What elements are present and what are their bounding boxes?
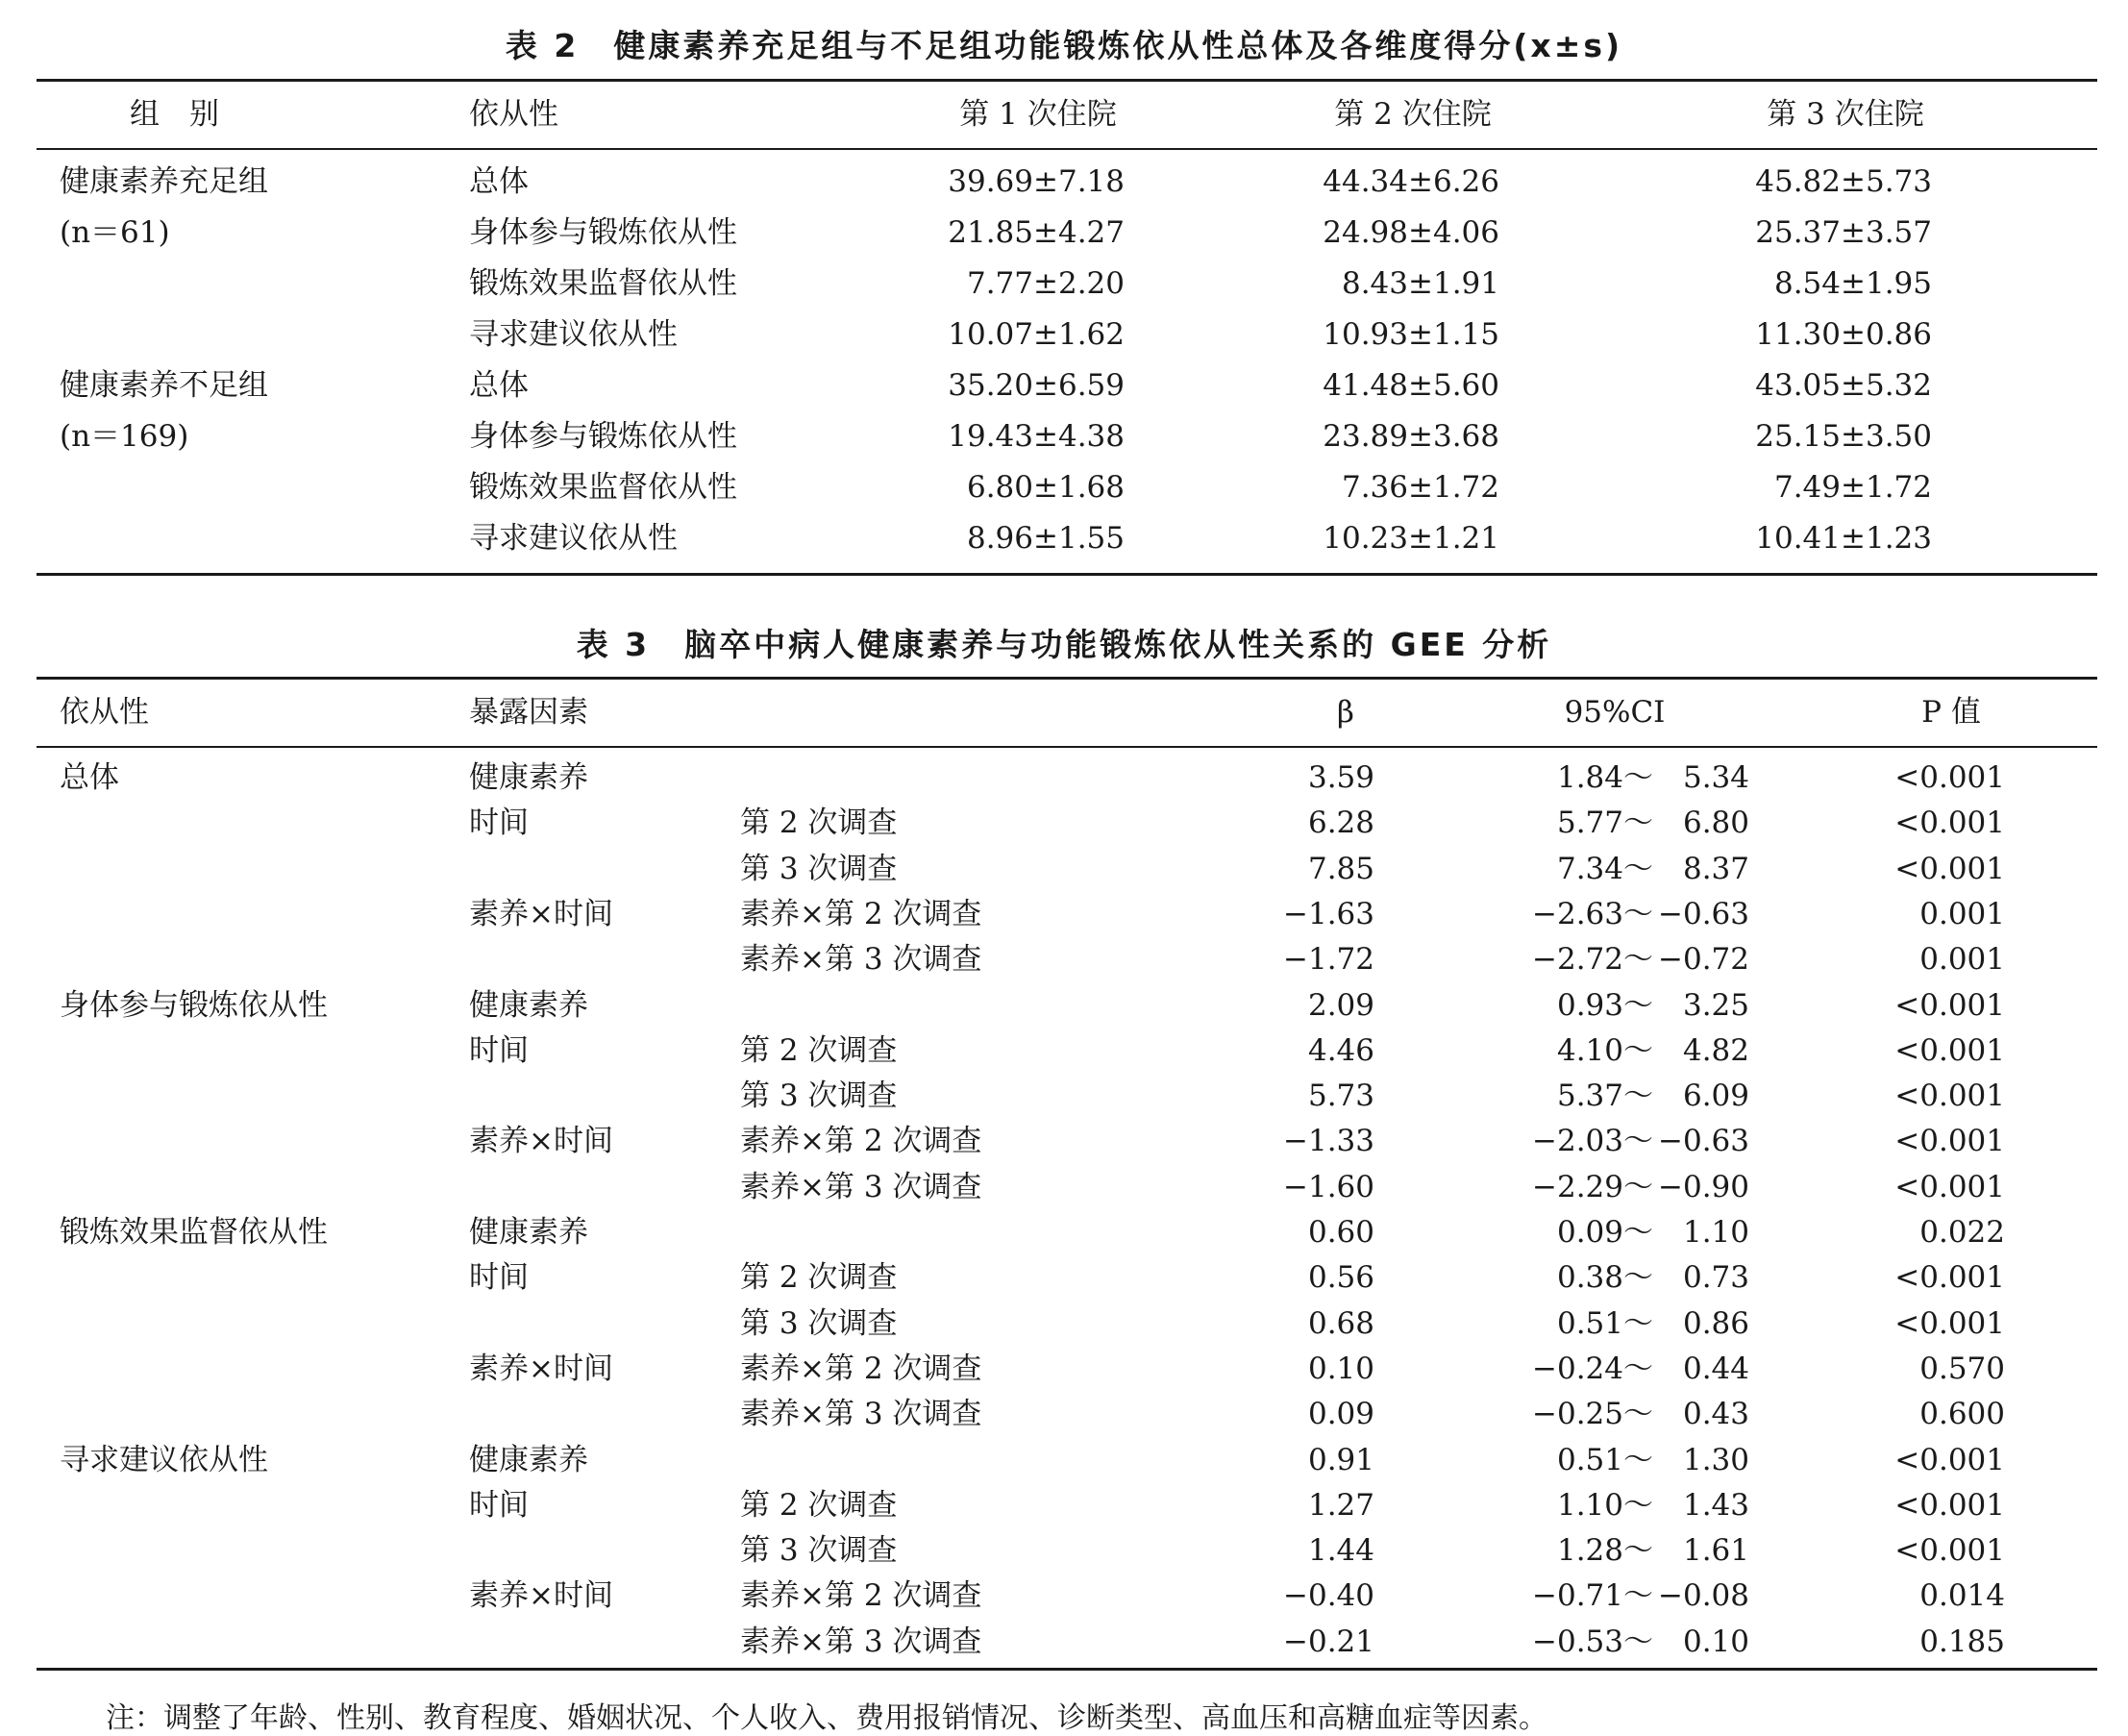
ci-low-cell: 0.51～ [1556,1306,1653,1341]
outcome-cell: 总体 [60,760,119,795]
ci-low-cell: 5.77～ [1556,806,1653,840]
visit-1-cell: 35.20±6.59 [948,368,1125,403]
ci-low-cell: 7.34～ [1556,852,1653,886]
ci-low-cell: 1.28～ [1556,1533,1653,1568]
ci-low-cell: −0.25～ [1532,1397,1653,1431]
p-value-cell: <0.001 [1894,1033,2005,1068]
ci-high-cell: 1.61 [1682,1533,1749,1568]
ci-high-cell: −0.63 [1658,897,1749,931]
p-value-cell: <0.001 [1894,852,2005,886]
p-value-cell: 0.600 [1919,1397,2005,1431]
beta-cell: 3.59 [1307,760,1374,795]
visit-1-cell: 39.69±7.18 [948,164,1125,199]
visit-2-cell: 8.43±1.91 [1341,266,1499,301]
ci-low-cell: −2.03～ [1532,1124,1653,1158]
ci-low-cell: −0.24～ [1532,1352,1653,1386]
p-value-cell: <0.001 [1894,806,2005,840]
factor-cell: 健康素养 [469,760,588,795]
subfactor-cell: 素养×第 3 次调查 [740,942,982,977]
header-factor: 暴露因素 [469,695,588,730]
group-name: 健康素养充足组 [60,164,268,199]
factor-cell: 素养×时间 [469,1352,613,1386]
table2-top-rule [37,79,2097,82]
ci-low-cell: 0.09～ [1556,1215,1653,1250]
subfactor-cell: 素养×第 2 次调查 [740,1124,982,1158]
ci-high-cell: 6.09 [1682,1079,1749,1113]
p-value-cell: 0.022 [1919,1215,2005,1250]
ci-high-cell: 0.43 [1682,1397,1749,1431]
beta-cell: −1.33 [1283,1124,1374,1158]
p-value-cell: 0.185 [1919,1624,2005,1659]
beta-cell: −0.40 [1283,1578,1374,1613]
visit-2-cell: 44.34±6.26 [1323,164,1499,199]
ci-high-cell: −0.90 [1658,1170,1749,1204]
dimension-cell: 身体参与锻炼依从性 [469,215,737,250]
visit-1-cell: 8.96±1.55 [966,521,1125,556]
ci-high-cell: 1.30 [1682,1443,1749,1477]
header-p: P 值 [1921,695,1981,730]
header-beta: β [1337,695,1354,730]
dimension-cell: 锻炼效果监督依从性 [469,470,737,505]
ci-high-cell: 0.86 [1682,1306,1749,1341]
table3-header-rule [37,746,2097,748]
dimension-cell: 身体参与锻炼依从性 [469,419,737,454]
visit-3-cell: 11.30±0.86 [1755,317,1932,352]
group-name: 健康素养不足组 [60,368,268,403]
beta-cell: 0.68 [1307,1306,1374,1341]
table2-caption: 表 2 健康素养充足组与不足组功能锻炼依从性总体及各维度得分(x±s) [505,27,1623,64]
table3-caption: 表 3 脑卒中病人健康素养与功能锻炼依从性关系的 GEE 分析 [576,626,1552,663]
table2-header-rule [37,148,2097,150]
p-value-cell: <0.001 [1894,760,2005,795]
visit-2-cell: 41.48±5.60 [1323,368,1499,403]
dimension-cell: 总体 [469,164,529,199]
factor-cell: 素养×时间 [469,1124,613,1158]
p-value-cell: <0.001 [1894,1260,2005,1295]
ci-high-cell: 0.10 [1682,1624,1749,1659]
p-value-cell: 0.014 [1919,1578,2005,1613]
subfactor-cell: 素养×第 2 次调查 [740,1352,982,1386]
dimension-cell: 寻求建议依从性 [469,317,678,352]
ci-high-cell: −0.63 [1658,1124,1749,1158]
group-n: (n＝169) [60,419,189,454]
p-value-cell: <0.001 [1894,1306,2005,1341]
outcome-cell: 锻炼效果监督依从性 [60,1215,328,1250]
header-outcome: 依从性 [60,695,149,730]
factor-cell: 时间 [469,1260,529,1295]
p-value-cell: <0.001 [1894,1170,2005,1204]
beta-cell: 0.09 [1307,1397,1374,1431]
visit-3-cell: 10.41±1.23 [1755,521,1932,556]
subfactor-cell: 第 2 次调查 [740,1033,898,1068]
beta-cell: −1.60 [1283,1170,1374,1204]
beta-cell: 4.46 [1307,1033,1374,1068]
subfactor-cell: 素养×第 2 次调查 [740,897,982,931]
subfactor-cell: 第 2 次调查 [740,806,898,840]
visit-2-cell: 23.89±3.68 [1323,419,1499,454]
factor-cell: 时间 [469,806,529,840]
beta-cell: 2.09 [1307,988,1374,1023]
beta-cell: 5.73 [1307,1079,1374,1113]
visit-2-cell: 7.36±1.72 [1341,470,1499,505]
subfactor-cell: 素养×第 3 次调查 [740,1624,982,1659]
visit-3-cell: 25.37±3.57 [1755,215,1932,250]
dimension-cell: 寻求建议依从性 [469,521,678,556]
beta-cell: 1.44 [1307,1533,1374,1568]
visit-1-cell: 6.80±1.68 [966,470,1125,505]
visit-1-cell: 7.77±2.20 [966,266,1125,301]
ci-high-cell: 3.25 [1682,988,1749,1023]
visit-2-cell: 10.93±1.15 [1323,317,1499,352]
p-value-cell: <0.001 [1894,1443,2005,1477]
visit-2-cell: 10.23±1.21 [1323,521,1499,556]
subfactor-cell: 第 3 次调查 [740,1533,898,1568]
header-visit-1: 第 1 次住院 [959,97,1117,132]
ci-low-cell: 0.93～ [1556,988,1653,1023]
factor-cell: 健康素养 [469,988,588,1023]
ci-high-cell: 8.37 [1682,852,1749,886]
ci-high-cell: 1.43 [1682,1488,1749,1523]
table3-note: 注：调整了年龄、性别、教育程度、婚姻状况、个人收入、费用报销情况、诊断类型、高血压和高糖血症等因素。 [106,1701,1547,1735]
p-value-cell: <0.001 [1894,1124,2005,1158]
beta-cell: 7.85 [1307,852,1374,886]
ci-high-cell: 0.44 [1682,1352,1749,1386]
header-group: 组 别 [130,97,219,132]
visit-3-cell: 7.49±1.72 [1773,470,1932,505]
table3-top-rule [37,677,2097,680]
outcome-cell: 寻求建议依从性 [60,1443,268,1477]
factor-cell: 素养×时间 [469,897,613,931]
visit-2-cell: 24.98±4.06 [1323,215,1499,250]
ci-high-cell: 6.80 [1682,806,1749,840]
p-value-cell: <0.001 [1894,1533,2005,1568]
beta-cell: 0.60 [1307,1215,1374,1250]
beta-cell: 1.27 [1307,1488,1374,1523]
visit-1-cell: 21.85±4.27 [948,215,1125,250]
factor-cell: 素养×时间 [469,1578,613,1613]
visit-1-cell: 10.07±1.62 [948,317,1125,352]
p-value-cell: <0.001 [1894,988,2005,1023]
header-dimension: 依从性 [469,97,558,132]
beta-cell: −1.63 [1283,897,1374,931]
dimension-cell: 总体 [469,368,529,403]
outcome-cell: 身体参与锻炼依从性 [60,988,328,1023]
beta-cell: 0.10 [1307,1352,1374,1386]
p-value-cell: <0.001 [1894,1079,2005,1113]
ci-high-cell: −0.72 [1658,942,1749,977]
dimension-cell: 锻炼效果监督依从性 [469,266,737,301]
visit-3-cell: 25.15±3.50 [1755,419,1932,454]
subfactor-cell: 素养×第 3 次调查 [740,1170,982,1204]
ci-low-cell: 1.10～ [1556,1488,1653,1523]
ci-high-cell: 5.34 [1682,760,1749,795]
ci-low-cell: 1.84～ [1556,760,1653,795]
table2-bottom-rule [37,573,2097,576]
ci-high-cell: 4.82 [1682,1033,1749,1068]
factor-cell: 健康素养 [469,1443,588,1477]
ci-low-cell: −0.71～ [1532,1578,1653,1613]
beta-cell: −1.72 [1283,942,1374,977]
group-n: (n＝61) [60,215,170,250]
visit-3-cell: 43.05±5.32 [1755,368,1932,403]
subfactor-cell: 第 2 次调查 [740,1488,898,1523]
factor-cell: 时间 [469,1033,529,1068]
ci-low-cell: 5.37～ [1556,1079,1653,1113]
ci-low-cell: 0.38～ [1556,1260,1653,1295]
ci-high-cell: −0.08 [1658,1578,1749,1613]
ci-low-cell: 4.10～ [1556,1033,1653,1068]
ci-low-cell: −2.63～ [1532,897,1653,931]
beta-cell: 0.56 [1307,1260,1374,1295]
visit-3-cell: 8.54±1.95 [1773,266,1932,301]
factor-cell: 时间 [469,1488,529,1523]
p-value-cell: <0.001 [1894,1488,2005,1523]
ci-low-cell: −2.72～ [1532,942,1653,977]
factor-cell: 健康素养 [469,1215,588,1250]
subfactor-cell: 第 3 次调查 [740,1306,898,1341]
table3-bottom-rule [37,1668,2097,1671]
visit-3-cell: 45.82±5.73 [1755,164,1932,199]
subfactor-cell: 第 3 次调查 [740,1079,898,1113]
subfactor-cell: 第 2 次调查 [740,1260,898,1295]
beta-cell: 6.28 [1307,806,1374,840]
beta-cell: 0.91 [1307,1443,1374,1477]
p-value-cell: 0.570 [1919,1352,2005,1386]
ci-high-cell: 0.73 [1682,1260,1749,1295]
ci-low-cell: −2.29～ [1532,1170,1653,1204]
header-visit-3: 第 3 次住院 [1767,97,1924,132]
subfactor-cell: 素养×第 3 次调查 [740,1397,982,1431]
ci-low-cell: 0.51～ [1556,1443,1653,1477]
header-ci: 95%CI [1564,695,1666,730]
beta-cell: −0.21 [1283,1624,1374,1659]
p-value-cell: 0.001 [1919,942,2005,977]
subfactor-cell: 素养×第 2 次调查 [740,1578,982,1613]
ci-high-cell: 1.10 [1682,1215,1749,1250]
header-visit-2: 第 2 次住院 [1334,97,1492,132]
subfactor-cell: 第 3 次调查 [740,852,898,886]
visit-1-cell: 19.43±4.38 [948,419,1125,454]
p-value-cell: 0.001 [1919,897,2005,931]
ci-low-cell: −0.53～ [1532,1624,1653,1659]
